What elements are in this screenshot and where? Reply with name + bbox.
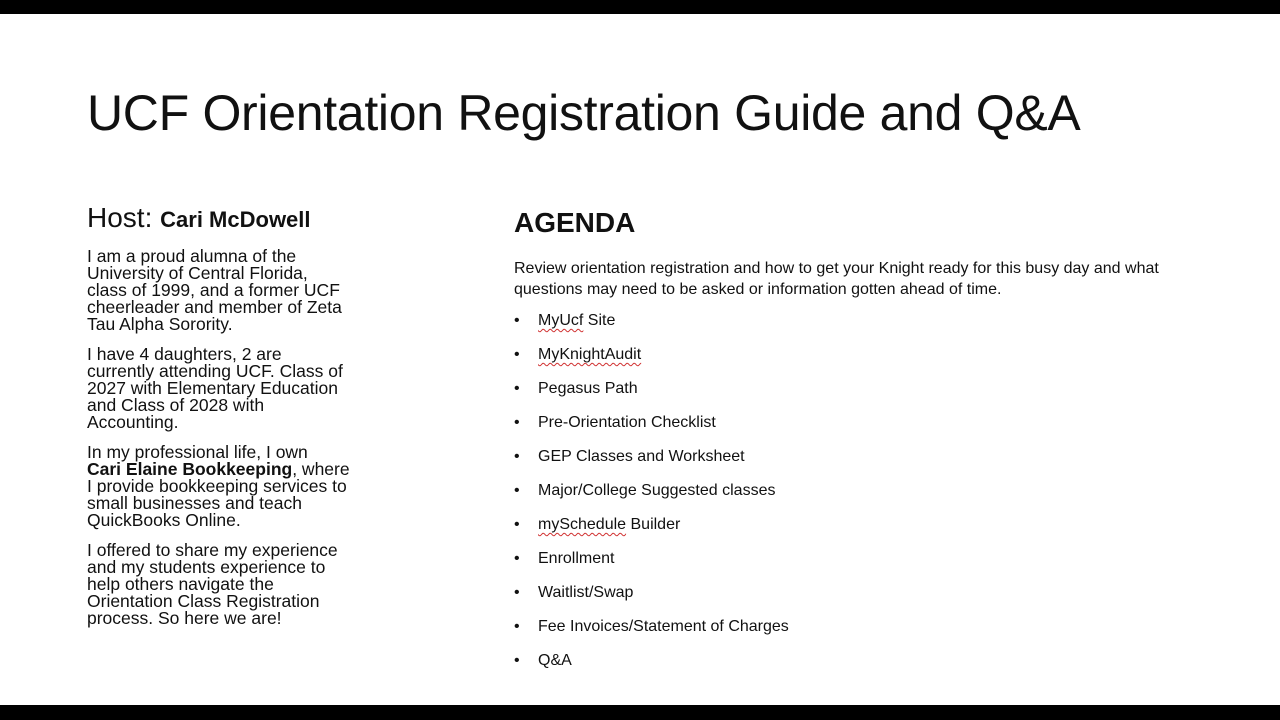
agenda-item bbox=[514, 446, 789, 480]
slide-title: UCF Orientation Registration Guide and Q&A bbox=[87, 85, 1081, 141]
text-line: University of Central Florida, bbox=[87, 263, 308, 283]
bullet-icon: • bbox=[514, 482, 520, 499]
text-line: and Class of 2028 with bbox=[87, 395, 265, 415]
agenda-item-text: Q&A bbox=[538, 652, 572, 669]
bio-paragraph-2 bbox=[87, 346, 387, 431]
agenda-item bbox=[514, 310, 789, 344]
agenda-item-misspelled-word: MyKnightAudit bbox=[538, 346, 642, 363]
text-line: class of 1999, and a former UCF bbox=[87, 280, 340, 300]
bio-paragraph-3 bbox=[87, 444, 387, 529]
bullet-icon: • bbox=[514, 584, 520, 601]
host-name: Cari McDowell bbox=[160, 207, 311, 232]
business-name: Cari Elaine Bookkeeping bbox=[87, 459, 293, 479]
agenda-item-text: Pre-Orientation Checklist bbox=[538, 414, 716, 431]
bullet-icon: • bbox=[514, 618, 520, 635]
text-line: In my professional life, I own bbox=[87, 442, 308, 462]
agenda-item bbox=[514, 650, 789, 684]
text-line: 2027 with Elementary Education bbox=[87, 378, 338, 398]
text-line: Tau Alpha Sorority. bbox=[87, 314, 233, 334]
text-line: I am a proud alumna of the bbox=[87, 246, 297, 266]
text-line: I offered to share my experience bbox=[87, 540, 338, 560]
host-heading bbox=[87, 202, 311, 234]
text-line: I have 4 daughters, 2 are bbox=[87, 344, 282, 364]
text-line: QuickBooks Online. bbox=[87, 510, 241, 530]
agenda-item bbox=[514, 582, 789, 616]
agenda-item bbox=[514, 480, 789, 514]
agenda-item bbox=[514, 548, 789, 582]
bullet-icon: • bbox=[514, 448, 520, 465]
agenda-item-text: Enrollment bbox=[538, 550, 615, 567]
bio-paragraph-4 bbox=[87, 542, 387, 627]
agenda-item-misspelled-word: MyUcf bbox=[538, 312, 584, 329]
text-line: Orientation Class Registration bbox=[87, 591, 320, 611]
text-line: Accounting. bbox=[87, 412, 179, 432]
text-line: small businesses and teach bbox=[87, 493, 302, 513]
agenda-item-text: Waitlist/Swap bbox=[538, 584, 634, 601]
agenda-item-text: Pegasus Path bbox=[538, 380, 638, 397]
bullet-icon: • bbox=[514, 380, 520, 397]
agenda-item-text: GEP Classes and Worksheet bbox=[538, 448, 745, 465]
agenda-list bbox=[514, 310, 789, 684]
text-line: currently attending UCF. Class of bbox=[87, 361, 343, 381]
agenda-item-text: Major/College Suggested classes bbox=[538, 482, 776, 499]
agenda-item bbox=[514, 378, 789, 412]
agenda-item bbox=[514, 344, 789, 378]
agenda-heading: AGENDA bbox=[514, 207, 636, 238]
bullet-icon: • bbox=[514, 414, 520, 431]
agenda-item bbox=[514, 412, 789, 446]
agenda-intro: Review orientation registration and how to get your Knight ready for this busy day and what questions may need to be asked or information gotten ahead of time. bbox=[514, 260, 1159, 298]
text-line: I provide bookkeeping services to bbox=[87, 476, 347, 496]
bullet-icon: • bbox=[514, 346, 520, 363]
agenda-item bbox=[514, 514, 789, 548]
agenda-item-text: Builder bbox=[626, 516, 681, 533]
host-label: Host: bbox=[87, 202, 153, 233]
bullet-icon: • bbox=[514, 516, 520, 533]
bullet-icon: • bbox=[514, 652, 520, 669]
text-line: help others navigate the bbox=[87, 574, 274, 594]
agenda-item-text: Site bbox=[583, 312, 616, 329]
bio-paragraph-1 bbox=[87, 248, 387, 333]
text-line: cheerleader and member of Zeta bbox=[87, 297, 342, 317]
top-letterbox bbox=[0, 0, 1280, 14]
bullet-icon: • bbox=[514, 312, 520, 329]
agenda-item bbox=[514, 616, 789, 650]
text-line: and my students experience to bbox=[87, 557, 326, 577]
text-line: process. So here we are! bbox=[87, 608, 282, 628]
agenda-item-misspelled-word: mySchedule bbox=[538, 516, 627, 533]
agenda-item-text: Fee Invoices/Statement of Charges bbox=[538, 618, 789, 635]
bottom-letterbox bbox=[0, 705, 1280, 720]
bullet-icon: • bbox=[514, 550, 520, 567]
text-fragment: , where bbox=[292, 459, 350, 479]
bio-column bbox=[87, 248, 387, 640]
